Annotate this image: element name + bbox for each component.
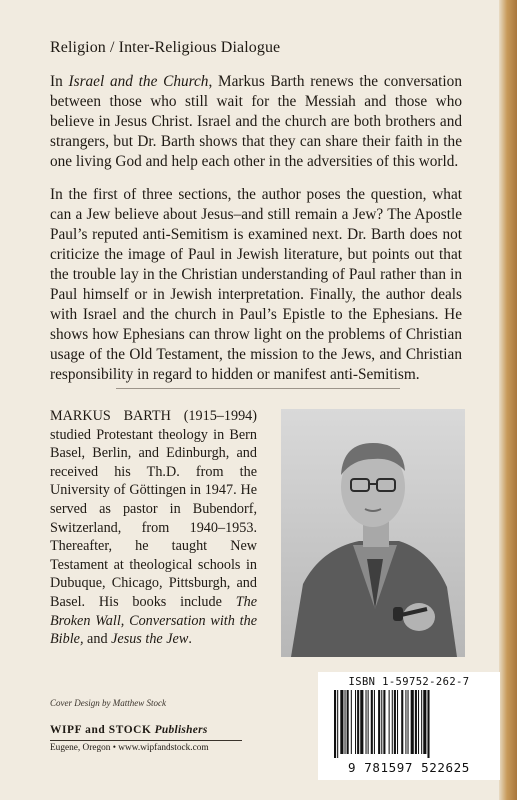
barcode-bar bbox=[397, 690, 398, 754]
barcode-bar bbox=[334, 690, 336, 758]
barcode-bar bbox=[381, 690, 382, 754]
category-label: Religion / Inter-Religious Dialogue bbox=[50, 39, 281, 56]
barcode-bar bbox=[405, 690, 406, 754]
bio-book-1: The Broken Wall, Conversation with the Bible, bbox=[50, 593, 257, 648]
barcode-bar bbox=[347, 690, 349, 754]
barcode-bar bbox=[374, 690, 375, 754]
bio-and: and bbox=[83, 631, 112, 648]
publisher-word: Publishers bbox=[151, 724, 208, 736]
cover-design-credit: Cover Design by Matthew Stock bbox=[50, 698, 166, 708]
description-paragraph-2: In the first of three sections, the author poses the question, what can a Jew believe about Jesus–and still remain a Jew? The Apostle Paul’s reputed anti-Semitism is examined next. Dr. Barth does not criticize the image of Paul in Jewish literature, but points out that the trouble lay in the Christian understanding of Paul rather than in Paul himself or in Jewish interpretation. Finally, the author deals with Israel and the church in Paul’s Epistle to the Ephesians. He shows how Ephesians can throw light on the problems of Christian usage of the Old Testament, the mission to the Jews, and Christian responsibility in regard to hidden or manifest anti-Semitism. bbox=[50, 186, 462, 383]
publisher-address: Eugene, Oregon • www.wipfandstock.com bbox=[50, 743, 209, 753]
barcode-bar bbox=[366, 690, 367, 754]
barcode-number: 9 781597 522625 bbox=[348, 760, 470, 775]
isbn-label: ISBN 1-59752-262-7 bbox=[348, 676, 470, 688]
barcode-bar bbox=[389, 690, 390, 754]
barcode-bar bbox=[415, 690, 417, 754]
publisher-underline bbox=[50, 740, 242, 741]
bio-text: MARKUS BARTH (1915–1994) studied Protestant theology in Bern Basel, Berlin, and Edinburgh, and received his Th.D. from the University of Göttingen in 1947. He served as pastor in Bubendorf, Switzerland, from 1940–1953. Thereafter, he taught New Testament at theological schools in Dubuque, Chicago, Pittsburgh, and Basel. His books include bbox=[50, 408, 257, 610]
book-title-italic: Israel and the Church bbox=[68, 73, 209, 90]
barcode-bar bbox=[355, 690, 356, 754]
barcode-bar bbox=[423, 690, 426, 754]
publisher-name bbox=[50, 724, 208, 736]
barcode-bar bbox=[360, 690, 363, 754]
author-portrait-image bbox=[281, 409, 465, 657]
barcode-bar bbox=[368, 690, 369, 754]
barcode-box bbox=[318, 672, 500, 780]
barcode-bar bbox=[371, 690, 373, 754]
divider-rule bbox=[116, 388, 400, 389]
barcode-bar bbox=[351, 690, 352, 754]
barcode-bar bbox=[383, 690, 385, 754]
barcode-bar bbox=[427, 690, 429, 758]
author-photo bbox=[281, 409, 465, 657]
publisher-caps: WIPF and STOCK bbox=[50, 724, 152, 736]
desc-p1-start: In bbox=[50, 73, 69, 90]
barcode-bar bbox=[411, 690, 414, 754]
barcode-bar bbox=[345, 690, 346, 754]
bio-book-2: Jesus the Jew bbox=[111, 631, 189, 648]
barcode-bar bbox=[421, 690, 422, 754]
barcode-bar bbox=[392, 690, 393, 754]
barcode-bar bbox=[408, 690, 409, 754]
barcode-bar bbox=[378, 690, 380, 754]
barcode-bar bbox=[394, 690, 396, 754]
bio-end: . bbox=[188, 631, 192, 648]
spine-edge bbox=[499, 0, 517, 800]
barcode-icon bbox=[332, 690, 486, 758]
desc-p1-rest: , Markus Barth renews the conversation between those who still wait for the Messiah and those who believe in Jesus Christ. Israel and the church are both brothers and strangers, but Dr. Barth shows that they can share their faith in the one living God and help each other in the adversities of this world. bbox=[50, 73, 462, 170]
description-paragraph-1 bbox=[50, 72, 462, 172]
barcode-bar bbox=[418, 690, 419, 754]
barcode-bar bbox=[401, 690, 403, 754]
author-bio bbox=[50, 407, 257, 649]
barcode-bar bbox=[357, 690, 359, 754]
barcode-bar bbox=[340, 690, 343, 754]
barcode-bar bbox=[337, 690, 338, 758]
